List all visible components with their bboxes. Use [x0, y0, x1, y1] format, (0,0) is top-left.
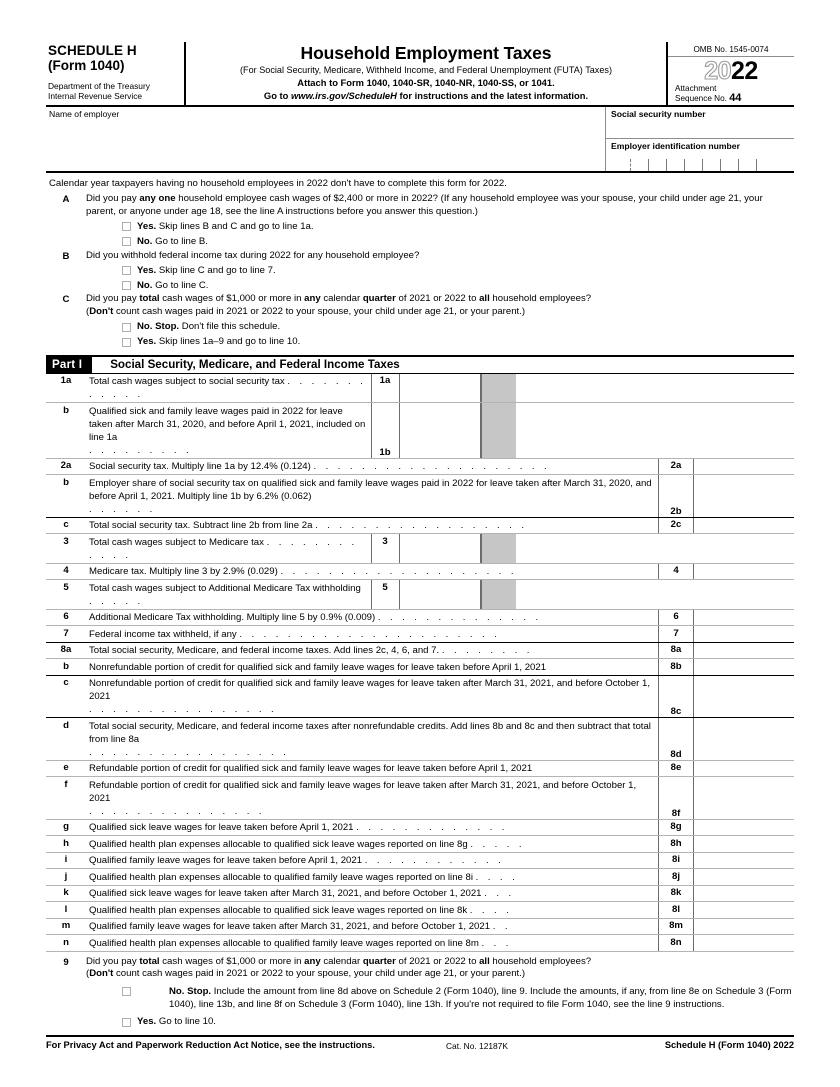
line-number: 6: [63, 611, 69, 623]
dot-leader: . . . . . . . . . . . . . . . . . .: [315, 520, 528, 532]
choice-label: No. Go to line C.: [137, 279, 209, 291]
amount-input[interactable]: [693, 676, 794, 718]
amount-line-label: [658, 564, 693, 580]
ein-cell[interactable]: [702, 159, 720, 171]
line-9-yes-label: Yes. Go to line 10.: [137, 1016, 216, 1028]
attach-instruction: Attach to Form 1040, 1040-SR, 1040-NR, 1040-SS, or 1041.: [297, 77, 555, 88]
table-row: [46, 643, 794, 660]
amount-line-label: [658, 935, 693, 951]
line-number: 3: [63, 535, 69, 547]
amount-line-label-text: 8g: [670, 821, 682, 833]
amount-line-label: [658, 869, 693, 885]
line-9-choice-no[interactable]: [86, 981, 792, 1011]
line-number: 8a: [60, 644, 72, 656]
line-description: Qualified sick leave wages for leave taken after March 31, 2021, and before October 1, 2021 . . .: [89, 888, 515, 900]
choice-row[interactable]: [86, 319, 792, 334]
question-b: [46, 250, 794, 294]
question-body: [86, 250, 794, 293]
calendar-year-note: Calendar year taxpayers having no household employees in 2022 don't have to complete this form for 2022.: [49, 178, 507, 190]
table-row: [46, 564, 794, 581]
table-row: [46, 935, 794, 952]
amount-line-label-text: 8i: [671, 854, 680, 866]
header-right-block: [666, 42, 794, 105]
amount-input[interactable]: [693, 919, 794, 935]
choice-label: No. Go to line B.: [137, 235, 208, 247]
choice-row[interactable]: [86, 277, 792, 292]
question-text: Did you pay total cash wages of $1,000 or more in any calendar quarter of 2021 or 2022 to all household employees? (Don't count cash wages paid in 2021 or 2022 to your spouse, your child under age 21, or your parent.): [86, 293, 592, 317]
line-items-table: [46, 374, 794, 952]
part-1-tag: Part I: [46, 357, 92, 373]
shaded-cell: [481, 534, 516, 563]
amount-line-label-text: 8f: [671, 807, 681, 819]
amount-input[interactable]: [693, 518, 794, 534]
table-row: [46, 518, 794, 535]
amount-input[interactable]: [693, 820, 794, 836]
row-filler: [516, 580, 795, 609]
amount-line-label-text: 4: [673, 565, 679, 577]
table-row: [46, 534, 794, 564]
form-subtitle: (For Social Security, Medicare, Withheld Income, and Federal Unemployment (FUTA) Taxes): [240, 65, 612, 75]
line-description: Total social security tax. Subtract line 2b from line 2a . . . . . . . . . . . . . . . . . .: [89, 520, 528, 532]
goto-instruction: [190, 89, 662, 102]
table-row: [46, 676, 794, 719]
ein-cell[interactable]: [720, 159, 738, 171]
table-row: [46, 777, 794, 820]
choice-row[interactable]: [86, 334, 792, 349]
table-row: [46, 836, 794, 853]
line-number: f: [64, 778, 68, 790]
dot-leader: . . . . . . . . . . . . . .: [377, 612, 542, 624]
ein-cell[interactable]: [648, 159, 666, 171]
amount-line-label: [658, 853, 693, 869]
employer-name-field[interactable]: [46, 107, 606, 171]
amount-input[interactable]: [693, 718, 794, 760]
line-description: Federal income tax withheld, if any . . . . . . . . . . . . . . . . . . . . . .: [89, 628, 501, 640]
dot-leader: . . . . . . . . .: [89, 444, 193, 456]
question-body: [86, 193, 794, 248]
line-description: Total social security, Medicare, and federal income taxes. Add lines 2c, 4, 6, and 7. . . . . . . . .: [89, 645, 533, 657]
tax-year-short: 22: [731, 57, 758, 85]
choice-row[interactable]: [86, 262, 792, 277]
line-number: 5: [63, 581, 69, 593]
line-description: Nonrefundable portion of credit for qualified sick and family leave wages for leave taken after March 31, 2021, and before October 1, 2021 . . . . . . . . . . . . . . . .: [86, 676, 658, 718]
question-text: Did you withhold federal income tax during 2022 for any household employee?: [86, 249, 420, 261]
question-body: [86, 293, 794, 348]
line-number: l: [64, 903, 68, 915]
goto-suffix: for instructions and the latest information.: [396, 90, 589, 101]
dot-leader: . . . .: [475, 871, 519, 883]
amount-line-label: [658, 626, 693, 642]
amount-input[interactable]: [693, 853, 794, 869]
amount-line-label-text: 8n: [670, 936, 682, 948]
shaded-cell: [481, 580, 516, 609]
dot-leader: . . . . . . . . . . . . . . .: [89, 805, 265, 817]
amount-line-label: [658, 777, 693, 819]
omb-number: OMB No. 1545-0074: [668, 42, 794, 57]
form-title: Household Employment Taxes: [300, 43, 552, 63]
dot-leader: . . . . . .: [89, 503, 156, 515]
dot-leader: . . .: [484, 888, 515, 900]
question-c: [46, 293, 794, 349]
amount-line-label-text: 2c: [670, 519, 682, 531]
amount-input[interactable]: [693, 935, 794, 951]
attachment-label-1: Attachment: [675, 84, 717, 93]
line-number: 7: [63, 627, 69, 639]
line-number: c: [63, 677, 69, 689]
dot-leader: . . . . . . . . . . . . . . . . . . . .: [280, 566, 517, 578]
amount-input[interactable]: [693, 626, 794, 642]
dot-leader: . . . . . . . . . . . . . . . .: [89, 704, 278, 716]
line-number: g: [63, 821, 69, 833]
inner-line-label: [371, 403, 399, 458]
table-row: [46, 659, 794, 676]
line-description: Qualified sick leave wages for leave taken before April 1, 2021 . . . . . . . . . . . . .: [89, 822, 508, 834]
amount-input[interactable]: [693, 886, 794, 902]
line-description: Qualified health plan expenses allocable to qualified sick leave wages reported on line 8g . . . . .: [89, 838, 525, 850]
choice-label: Yes. Skip line C and go to line 7.: [137, 264, 276, 276]
amount-line-label: [658, 718, 693, 760]
amount-line-label: [658, 459, 693, 475]
table-row: [46, 610, 794, 627]
line-number: e: [63, 762, 69, 774]
line-9-number: 9: [63, 956, 69, 968]
amount-line-label-text: 8m: [669, 920, 683, 932]
row-filler: [516, 534, 795, 563]
checkbox[interactable]: [122, 323, 131, 332]
table-row: [46, 869, 794, 886]
line-number: b: [63, 404, 69, 416]
inner-amount-input[interactable]: [399, 580, 481, 609]
attachment-label-2: [675, 91, 794, 104]
amount-line-label: [658, 902, 693, 918]
ein-cell[interactable]: [738, 159, 756, 171]
table-row: [46, 626, 794, 643]
line-number: d: [63, 719, 69, 731]
row-filler: [516, 374, 795, 403]
line-number: i: [64, 854, 68, 866]
inner-line-label: [371, 534, 399, 563]
amount-input[interactable]: [693, 902, 794, 918]
amount-line-label: [658, 820, 693, 836]
line-description: Total cash wages subject to Additional Medicare Tax withholding . . . . .: [89, 582, 361, 607]
choice-label: Yes. Skip lines B and C and go to line 1a.: [137, 220, 314, 232]
checkbox[interactable]: [122, 266, 131, 275]
amount-line-label-text: 8d: [670, 748, 682, 760]
line-description: Refundable portion of credit for qualified sick and family leave wages for leave taken before April 1, 2021: [89, 763, 533, 775]
inner-amount-input[interactable]: [399, 374, 481, 403]
amount-line-label: [658, 919, 693, 935]
line-9-question: [46, 952, 794, 1029]
ssn-field[interactable]: [606, 107, 794, 139]
line-description: Social security tax. Multiply line 1a by 12.4% (0.124) . . . . . . . . . . . . . . . . . . . .: [89, 461, 551, 473]
amount-line-label: [658, 643, 693, 659]
amount-input[interactable]: [693, 459, 794, 475]
table-row: [46, 403, 794, 459]
form-footer: [46, 1035, 794, 1051]
line-9-text: Did you pay total cash wages of $1,000 or more in any calendar quarter of 2021 or 2022 to all household employees? (Don't count cash wages paid in 2021 or 2022 to your spouse, your child under age 21, or your parent.): [86, 955, 592, 980]
line-description: Medicare tax. Multiply line 3 by 2.9% (0.029) . . . . . . . . . . . . . . . . . . . .: [89, 566, 517, 578]
amount-line-label: [658, 676, 693, 718]
line-description: Total social security, Medicare, and federal income taxes after nonrefundable credits. Add lines 8b and 8c and then subtract that total from line 8a . . . . . . . . . . . . . . . . .: [86, 718, 658, 760]
line-description: Total cash wages subject to Medicare tax . . . . . . . . . . . .: [89, 536, 358, 561]
amount-input[interactable]: [693, 475, 794, 517]
amount-line-label-text: 7: [673, 627, 679, 639]
form-header: [46, 42, 794, 107]
identity-right: [606, 107, 794, 171]
inner-line-label: [371, 580, 399, 609]
amount-line-label: [658, 659, 693, 675]
choice-label: No. Stop. Don't file this schedule.: [137, 321, 281, 333]
checkbox[interactable]: [122, 281, 131, 290]
attachment-sequence: [668, 84, 794, 105]
amount-line-label-text: 8a: [670, 644, 682, 656]
amount-input[interactable]: [693, 836, 794, 852]
inner-line-label-text: 1a: [379, 375, 391, 387]
sequence-no-value: 44: [729, 91, 742, 104]
table-row: [46, 902, 794, 919]
amount-line-label: [658, 518, 693, 534]
line-number: n: [63, 936, 69, 948]
amount-line-label-text: 8h: [670, 837, 682, 849]
schedule-name: SCHEDULE H: [48, 43, 137, 58]
inner-line-label: [371, 374, 399, 403]
catalog-number: Cat. No. 12187K: [446, 1040, 508, 1051]
line-number: m: [61, 920, 71, 932]
department-line-2: Internal Revenue Service: [48, 90, 143, 101]
table-row: [46, 459, 794, 476]
ein-cell[interactable]: [630, 159, 648, 171]
amount-input[interactable]: [693, 564, 794, 580]
ein-cell[interactable]: [684, 159, 702, 171]
dot-leader: . . . . .: [470, 838, 525, 850]
choice-label: Yes. Skip lines 1a–9 and go to line 10.: [137, 336, 301, 348]
question-letter: B: [62, 250, 70, 262]
goto-prefix: Go to: [263, 90, 291, 101]
line-number: h: [63, 837, 69, 849]
line-number: 4: [63, 565, 69, 577]
amount-line-label: [658, 761, 693, 777]
sequence-no-label: Sequence No.: [675, 93, 727, 103]
table-row: [46, 919, 794, 936]
ein-cell[interactable]: [612, 159, 630, 171]
question-letter: A: [62, 194, 70, 206]
dot-leader: . . . . . . . . . . . .: [89, 376, 367, 401]
dot-leader: . .: [492, 921, 511, 933]
form-number: (Form 1040): [48, 58, 125, 73]
line-9-no-label: No. Stop. Include the amount from line 8d above on Schedule 2 (Form 1040), line 9. Include the amounts, if any, from line 8e on Schedule 3 (Form 1040), line 13b, and line 8f on Schedule 3 (Form 1040), line 13h. If you're not required to file Form 1040, see the line 9 instructions.: [169, 985, 792, 1010]
tax-year: [668, 57, 794, 84]
amount-line-label-text: 2a: [670, 460, 682, 472]
table-row: [46, 374, 794, 404]
shaded-cell: [481, 403, 516, 458]
row-filler: [516, 403, 795, 458]
line-9-section: [46, 952, 794, 1029]
table-row: [46, 886, 794, 903]
inner-line-label-text: 1b: [379, 446, 391, 458]
line-description: Qualified health plan expenses allocable to qualified family leave wages reported on line 8m . . .: [89, 937, 512, 949]
amount-line-label: [658, 886, 693, 902]
line-number: 1a: [60, 375, 72, 387]
amount-line-label-text: 6: [673, 611, 679, 623]
amount-input[interactable]: [693, 761, 794, 777]
amount-line-label: [658, 610, 693, 626]
inner-line-label-text: 5: [382, 581, 388, 593]
question-a: [46, 193, 794, 249]
amount-line-label-text: 8l: [671, 903, 680, 915]
checkbox[interactable]: [122, 987, 131, 996]
dot-leader: . . . . .: [89, 595, 144, 607]
checkbox[interactable]: [122, 237, 131, 246]
employer-name-label: Name of employer: [49, 109, 120, 120]
amount-line-label-text: 8c: [670, 706, 682, 718]
schedule-h-form: [46, 42, 794, 1051]
amount-line-label-text: 8e: [670, 762, 682, 774]
line-number: 2a: [60, 460, 72, 472]
dot-leader: . . .: [481, 937, 512, 949]
ssn-label: Social security number: [611, 109, 706, 120]
table-row: [46, 718, 794, 761]
checkbox[interactable]: [122, 222, 131, 231]
inner-amount-input[interactable]: [399, 534, 481, 563]
line-description: Qualified health plan expenses allocable to qualified sick leave wages reported on line 8k . . . .: [89, 904, 513, 916]
line-number: j: [64, 870, 68, 882]
ein-cell[interactable]: [666, 159, 684, 171]
amount-input[interactable]: [693, 643, 794, 659]
line-description: Qualified health plan expenses allocable to qualified family leave wages reported on line 8i . . . .: [89, 871, 519, 883]
ein-label: Employer identification number: [611, 141, 740, 152]
dot-leader: . . . . . . . . . . . .: [89, 536, 358, 561]
part-1-header: [46, 355, 794, 374]
amount-input[interactable]: [693, 777, 794, 819]
identity-block: [46, 107, 794, 173]
dot-leader: . . . .: [469, 904, 513, 916]
dot-leader: . . . . . . . .: [441, 645, 533, 657]
questions-section: [46, 193, 794, 350]
line-number: k: [63, 887, 69, 899]
line-description: Additional Medicare Tax withholding. Multiply line 5 by 0.9% (0.009) . . . . . . . . . . . . . .: [89, 612, 542, 624]
line-number: b: [63, 660, 69, 672]
amount-line-label: [658, 475, 693, 517]
line-description: Qualified sick and family leave wages paid in 2022 for leave taken after March 31, 2020, and before April 1, 2021, included on line 1a . . . . . . . . .: [86, 403, 371, 458]
line-description: Total cash wages subject to social security tax . . . . . . . . . . . .: [89, 376, 367, 401]
table-row: [46, 475, 794, 518]
line-number: c: [63, 519, 69, 531]
line-number: b: [63, 476, 69, 488]
amount-input[interactable]: [693, 659, 794, 675]
header-left-block: [46, 42, 186, 105]
table-row: [46, 820, 794, 837]
part-1-title: Social Security, Medicare, and Federal Income Taxes: [110, 357, 400, 371]
amount-line-label-text: 8j: [671, 870, 680, 882]
question-letter: C: [62, 294, 70, 306]
shaded-cell: [481, 374, 516, 403]
question-text: Did you pay any one household employee cash wages of $2,400 or more in 2022? (If any household employee was your spouse, your child under age 21, your parent, or anyone under age 18, see the line A instructions before you answer this question.): [86, 193, 763, 217]
privacy-act-notice: For Privacy Act and Paperwork Reduction Act Notice, see the instructions.: [46, 1039, 375, 1050]
amount-line-label-text: 2b: [670, 505, 682, 517]
inner-line-label-text: 3: [382, 535, 388, 547]
dot-leader: . . . . . . . . . . . . . . . . . . . . . .: [239, 628, 501, 640]
line-description: Refundable portion of credit for qualified sick and family leave wages for leave taken after March 31, 2021, and before October 1, 2021 . . . . . . . . . . . . . . .: [86, 777, 658, 819]
irs-url[interactable]: www.irs.gov/ScheduleH: [290, 90, 397, 101]
checkbox[interactable]: [122, 1018, 131, 1027]
footer-form-id: Schedule H (Form 1040) 2022: [664, 1039, 794, 1050]
table-row: [46, 580, 794, 610]
ein-cell[interactable]: [756, 159, 774, 171]
line-description: Qualified family leave wages for leave taken before April 1, 2021 . . . . . . . . . . . .: [89, 855, 505, 867]
table-row: [46, 853, 794, 870]
inner-amount-input[interactable]: [399, 403, 481, 458]
dot-leader: . . . . . . . . . . . . . . . . .: [89, 746, 290, 758]
tax-year-century: 20: [704, 57, 731, 85]
ein-field[interactable]: [606, 139, 794, 171]
amount-line-label: [658, 836, 693, 852]
amount-line-label-text: 8k: [670, 887, 682, 899]
department-line-1: Department of the Treasury: [48, 81, 150, 91]
line-description: Nonrefundable portion of credit for qualified sick and family leave wages for leave taken before April 1, 2021: [89, 661, 547, 673]
choice-row[interactable]: [86, 218, 792, 233]
header-title-block: [186, 42, 666, 105]
dot-leader: . . . . . . . . . . . .: [364, 855, 505, 867]
amount-input[interactable]: [693, 610, 794, 626]
amount-line-label-text: 8b: [670, 660, 682, 672]
choice-row[interactable]: [86, 233, 792, 248]
table-row: [46, 761, 794, 778]
line-description: Qualified family leave wages for leave taken after March 31, 2021, and before October 1, 2021 . .: [89, 921, 511, 933]
ein-digit-cells[interactable]: [612, 159, 774, 171]
line-9-choice-yes[interactable]: [86, 1011, 792, 1029]
checkbox[interactable]: [122, 338, 131, 347]
dot-leader: . . . . . . . . . . . . . . . . . . . .: [313, 461, 551, 473]
line-description: Employer share of social security tax on qualified sick and family leave wages paid in 2022 for leave taken after March 31, 2020, and before April 1, 2021. Multiply line 1b by 6.2% (0.062) . . . . . .: [86, 475, 658, 517]
amount-input[interactable]: [693, 869, 794, 885]
line-9-body: [86, 956, 794, 1029]
dot-leader: . . . . . . . . . . . . .: [356, 822, 508, 834]
